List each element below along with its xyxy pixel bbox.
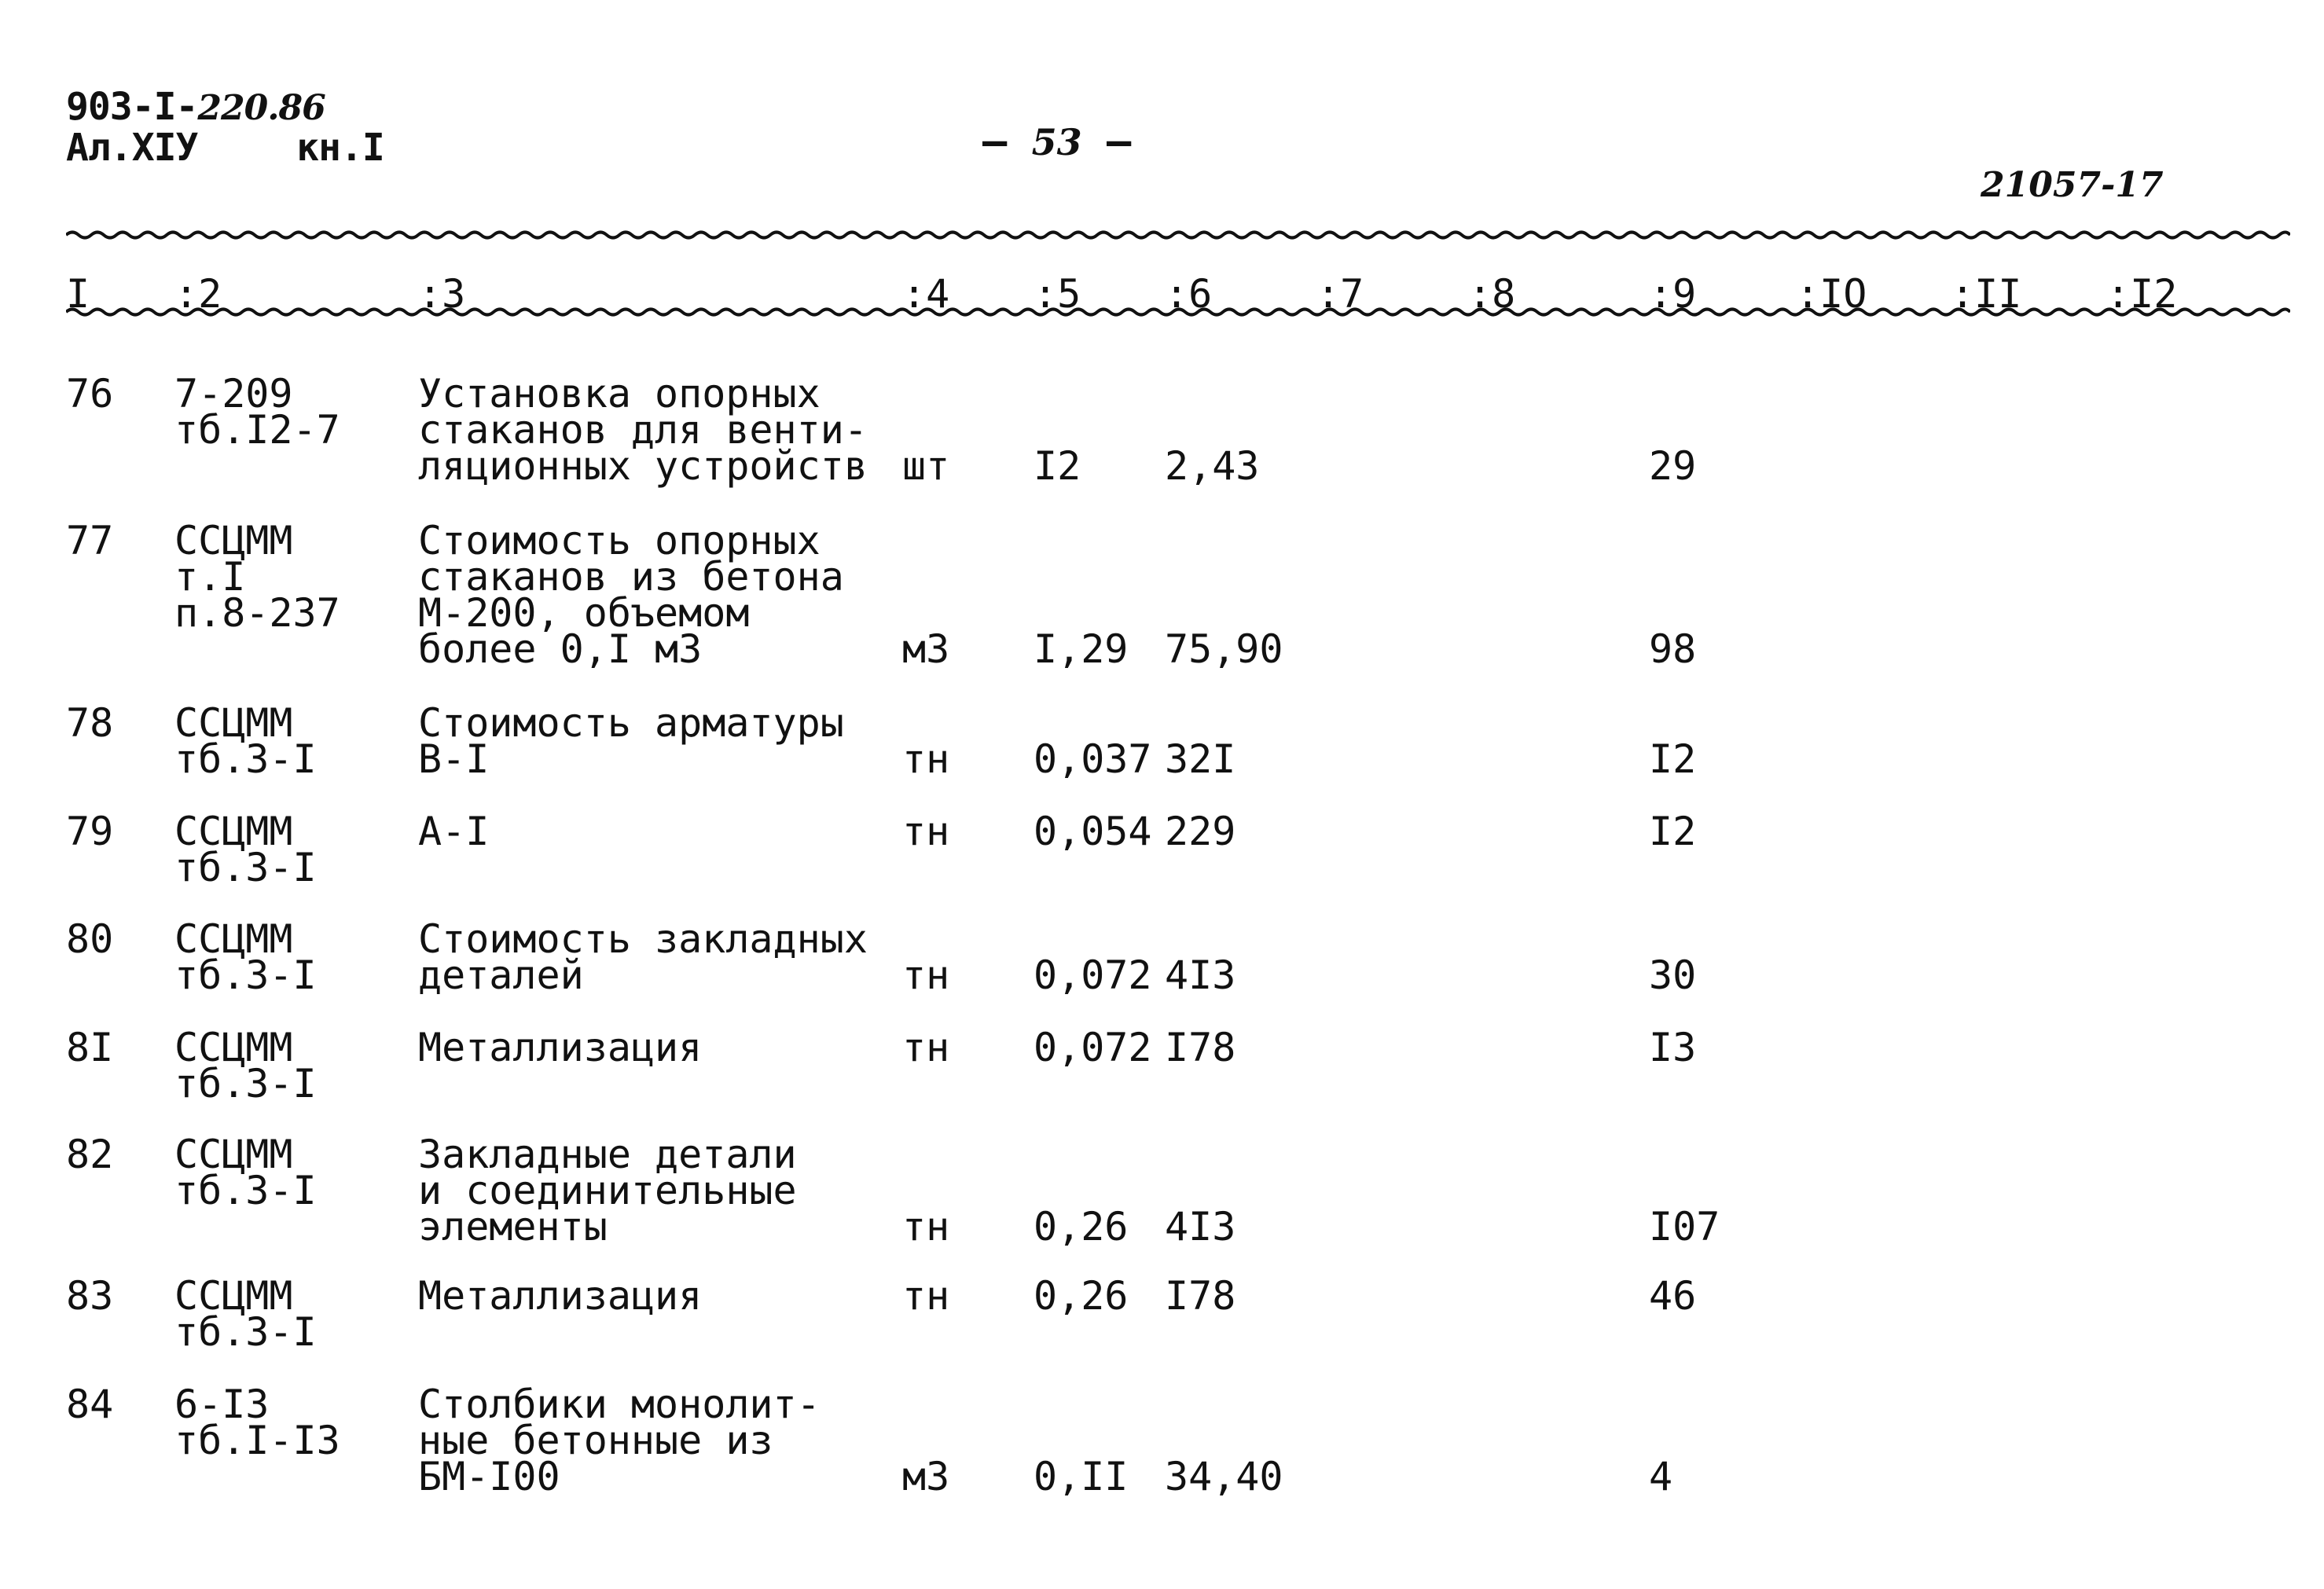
work-description xyxy=(418,371,868,489)
work-description-line: стаканов для венти- xyxy=(418,407,868,453)
row-number: 77 xyxy=(66,518,114,563)
work-description-line: деталей xyxy=(418,952,584,998)
total-cost: I3 xyxy=(1649,1025,1697,1070)
column-header-10: :IO xyxy=(1796,271,1867,317)
quantity: 0,054 xyxy=(1034,809,1152,854)
column-header-4: :4 xyxy=(902,271,950,317)
column-header-8: :8 xyxy=(1468,271,1516,317)
work-description-line: Установка опорных xyxy=(418,371,821,417)
dash-right: – xyxy=(1106,118,1132,165)
norm-code xyxy=(174,371,340,453)
norm-code-line: 6-I3 xyxy=(174,1382,270,1427)
work-description-line: М-200, объемом xyxy=(418,590,750,636)
row-number: 83 xyxy=(66,1273,114,1319)
work-description-line: Металлизация xyxy=(418,1273,703,1319)
work-description xyxy=(418,700,844,782)
norm-code-line: тб.3-I xyxy=(174,845,317,890)
column-header-12: :I2 xyxy=(2106,271,2178,317)
column-header-11: :II xyxy=(1951,271,2022,317)
norm-code-line: 7-209 xyxy=(174,371,293,417)
total-cost: I07 xyxy=(1649,1204,1720,1250)
work-description-line: и соединительные xyxy=(418,1168,797,1213)
norm-code xyxy=(174,1273,317,1355)
unit: тн xyxy=(902,809,950,854)
work-description-line: Столбики монолит- xyxy=(418,1382,821,1427)
row-number: 8I xyxy=(66,1025,114,1070)
unit-price: 2,43 xyxy=(1165,443,1260,489)
work-description-line: ляционных устройств xyxy=(418,443,868,489)
norm-code-line: тб.3-I xyxy=(174,952,317,998)
work-description-line: Стоимость арматуры xyxy=(418,700,844,746)
work-description-line: БМ-I00 xyxy=(418,1454,560,1499)
norm-code xyxy=(174,700,317,782)
row-number: 82 xyxy=(66,1132,114,1177)
norm-code xyxy=(174,518,340,636)
work-description-line: В-I xyxy=(418,736,490,782)
quantity: 0,072 xyxy=(1034,1025,1152,1070)
work-description xyxy=(418,1273,703,1319)
row-number: 84 xyxy=(66,1382,114,1427)
quantity: I2 xyxy=(1034,443,1081,489)
total-cost: 29 xyxy=(1649,443,1697,489)
norm-code-line: тб.3-I xyxy=(174,736,317,782)
norm-code-line: тб.3-I xyxy=(174,1309,317,1355)
norm-code-line: тб.3-I xyxy=(174,1168,317,1213)
work-description xyxy=(418,1025,703,1070)
page-number xyxy=(982,118,1131,165)
norm-code-line: ССЦММ xyxy=(174,1132,293,1177)
header-rule xyxy=(66,305,2290,319)
work-description xyxy=(418,809,490,854)
total-cost: 98 xyxy=(1649,626,1697,672)
project-code-printed: 903-I- xyxy=(66,85,198,129)
norm-code-line: ССЦММ xyxy=(174,916,293,962)
quantity: 0,26 xyxy=(1034,1204,1129,1250)
row-number: 80 xyxy=(66,916,114,962)
norm-code-line: тб.I-I3 xyxy=(174,1418,340,1463)
norm-code-line: тб.I2-7 xyxy=(174,407,340,453)
unit-price: 75,90 xyxy=(1165,626,1283,672)
norm-code-line: ССЦММ xyxy=(174,809,293,854)
work-description-line: стаканов из бетона xyxy=(418,554,844,600)
unit-price: 229 xyxy=(1165,809,1236,854)
work-description-line: Стоимость опорных xyxy=(418,518,821,563)
unit-price: 32I xyxy=(1165,736,1236,782)
norm-code-line: т.I xyxy=(174,554,246,600)
quantity: 0,072 xyxy=(1034,952,1152,998)
norm-code-line: тб.3-I xyxy=(174,1061,317,1106)
unit-price: I78 xyxy=(1165,1273,1236,1319)
work-description-line: ные бетонные из xyxy=(418,1418,773,1463)
top-rule xyxy=(66,228,2290,242)
unit: тн xyxy=(902,1025,950,1070)
work-description-line: Стоимость закладных xyxy=(418,916,868,962)
page-number-value: 53 xyxy=(1031,121,1082,163)
norm-code xyxy=(174,1025,317,1106)
total-cost: 30 xyxy=(1649,952,1697,998)
unit: шт xyxy=(902,443,950,489)
norm-code xyxy=(174,1382,340,1463)
column-header-6: :6 xyxy=(1165,271,1213,317)
quantity: 0,26 xyxy=(1034,1273,1129,1319)
quantity: 0,II xyxy=(1034,1454,1129,1499)
unit-price: 34,40 xyxy=(1165,1454,1283,1499)
norm-code xyxy=(174,809,317,890)
column-header-2: :2 xyxy=(174,271,222,317)
row-number: 78 xyxy=(66,700,114,746)
norm-code xyxy=(174,916,317,998)
row-number: 79 xyxy=(66,809,114,854)
quantity: 0,037 xyxy=(1034,736,1152,782)
norm-code-line: ССЦММ xyxy=(174,700,293,746)
album-number: Ал.XIУ xyxy=(66,126,198,170)
dash-left: – xyxy=(982,118,1008,165)
norm-code-line: ССЦММ xyxy=(174,1025,293,1070)
work-description xyxy=(418,916,868,998)
norm-code xyxy=(174,1132,317,1213)
norm-code-line: п.8-237 xyxy=(174,590,340,636)
work-description xyxy=(418,1132,797,1250)
total-cost: I2 xyxy=(1649,809,1697,854)
project-code xyxy=(66,85,325,129)
work-description xyxy=(418,1382,821,1499)
unit: тн xyxy=(902,1273,950,1319)
total-cost: 4 xyxy=(1649,1454,1673,1499)
column-header-5: :5 xyxy=(1034,271,1081,317)
quantity: I,29 xyxy=(1034,626,1129,672)
unit-price: 4I3 xyxy=(1165,952,1236,998)
work-description-line: Закладные детали xyxy=(418,1132,797,1177)
unit: м3 xyxy=(902,626,950,672)
unit: м3 xyxy=(902,1454,950,1499)
norm-code-line: ССЦММ xyxy=(174,518,293,563)
unit: тн xyxy=(902,1204,950,1250)
work-description-line: Металлизация xyxy=(418,1025,703,1070)
column-header-1: I xyxy=(66,271,90,317)
column-header-9: :9 xyxy=(1649,271,1697,317)
work-description-line: элементы xyxy=(418,1204,608,1250)
project-code-handwritten: 220.86 xyxy=(197,88,325,128)
unit: тн xyxy=(902,952,950,998)
total-cost: I2 xyxy=(1649,736,1697,782)
work-description xyxy=(418,518,844,672)
work-description-line: А-I xyxy=(418,809,490,854)
column-header-3: :3 xyxy=(418,271,466,317)
album-line xyxy=(66,126,384,170)
unit-price: I78 xyxy=(1165,1025,1236,1070)
row-number: 76 xyxy=(66,371,114,417)
norm-code-line: ССЦММ xyxy=(174,1273,293,1319)
column-header-7: :7 xyxy=(1316,271,1364,317)
unit: тн xyxy=(902,736,950,782)
book-number: кн.I xyxy=(296,126,384,170)
document-number: 21057-17 xyxy=(1981,165,2164,205)
total-cost: 46 xyxy=(1649,1273,1697,1319)
work-description-line: более 0,I м3 xyxy=(418,626,703,672)
unit-price: 4I3 xyxy=(1165,1204,1236,1250)
